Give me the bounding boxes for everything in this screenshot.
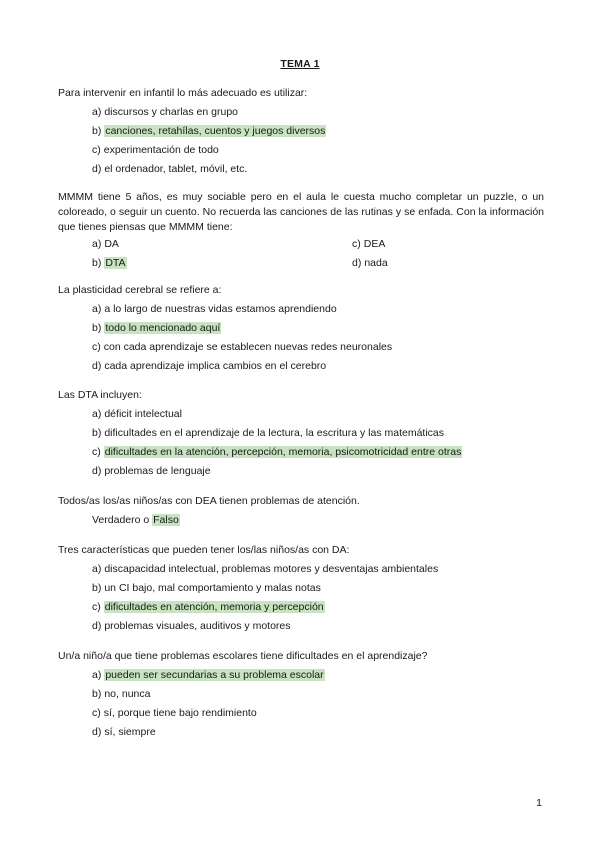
question-2 xyxy=(58,190,544,275)
option-d: d) el ordenador, tablet, móvil, etc. xyxy=(92,163,248,175)
options-list xyxy=(92,105,544,181)
option-b: b) DTA xyxy=(92,257,126,269)
options-list xyxy=(92,562,544,638)
correct-answer-highlight: pueden ser secundarias a su problema escolar xyxy=(105,669,324,681)
question-7 xyxy=(58,649,544,744)
question-stem: Todos/as los/as niños/as con DEA tienen problemas de atención. xyxy=(58,495,360,507)
option-a: a) DA xyxy=(92,238,119,250)
question-stem: Tres características que pueden tener los/las niños/as con DA: xyxy=(58,544,350,556)
option-b: b) un CI bajo, mal comportamiento y malas notas xyxy=(92,582,321,594)
option-d: d) problemas de lenguaje xyxy=(92,465,211,477)
true-false-answer xyxy=(92,513,544,532)
option-a: a) déficit intelectual xyxy=(92,408,182,420)
correct-answer-highlight: canciones, retahílas, cuentos y juegos diversos xyxy=(105,125,326,137)
question-stem: Las DTA incluyen: xyxy=(58,389,142,401)
question-stem: Para intervenir en infantil lo más adecuado es utilizar: xyxy=(58,87,308,99)
page-number: 1 xyxy=(536,797,542,809)
option-c: c) experimentación de todo xyxy=(92,144,219,156)
option-c: c) con cada aprendizaje se establecen nuevas redes neuronales xyxy=(92,341,393,353)
question-5 xyxy=(58,494,544,532)
page-title: TEMA 1 xyxy=(280,58,320,70)
correct-answer-highlight: dificultades en atención, memoria y percepción xyxy=(104,601,324,613)
option-b: b) todo lo mencionado aquí xyxy=(92,322,221,334)
question-stem: La plasticidad cerebral se refiere a: xyxy=(58,284,222,296)
correct-answer-highlight: Falso xyxy=(153,514,179,526)
options-grid xyxy=(92,237,544,275)
option-a: a) pueden ser secundarias a su problema escolar xyxy=(92,669,324,681)
option-d: d) problemas visuales, auditivos y motores xyxy=(92,620,291,632)
question-stem: MMMM tiene 5 años, es muy sociable pero en el aula le cuesta mucho completar un puzzle, o un coloreado, o seguir un cuento. No recuerda las canciones de las rutinas y se enfada. Con la información que tienes piensas que MMMM tiene: xyxy=(58,191,544,233)
option-c: c) DEA xyxy=(352,238,386,250)
option-d: d) cada aprendizaje implica cambios en el cerebro xyxy=(92,360,327,372)
option-b: b) dificultades en el aprendizaje de la lectura, la escritura y las matemáticas xyxy=(92,427,445,439)
question-stem: Un/a niño/a que tiene problemas escolares tiene dificultades en el aprendizaje? xyxy=(58,650,428,662)
option-a: a) a lo largo de nuestras vidas estamos aprendiendo xyxy=(92,303,337,315)
option-b: b) no, nunca xyxy=(92,688,151,700)
answer-prefix: Verdadero o xyxy=(92,514,150,526)
options-list xyxy=(92,668,544,744)
options-list xyxy=(92,302,544,378)
correct-answer-highlight: dificultades en la atención, percepción, memoria, psicomotricidad entre otras xyxy=(104,446,462,458)
question-4 xyxy=(58,388,544,483)
options-list xyxy=(92,407,544,483)
question-3 xyxy=(58,283,544,378)
correct-answer-highlight: todo lo mencionado aquí xyxy=(105,322,221,334)
correct-answer-highlight: DTA xyxy=(105,257,126,269)
option-c: c) sí, porque tiene bajo rendimiento xyxy=(92,707,257,719)
option-d: d) nada xyxy=(352,257,388,269)
option-d: d) sí, siempre xyxy=(92,726,156,738)
option-c: c) dificultades en la atención, percepción, memoria, psicomotricidad entre otras xyxy=(92,446,462,458)
option-a: a) discapacidad intelectual, problemas motores y desventajas ambientales xyxy=(92,563,439,575)
question-6 xyxy=(58,543,544,638)
option-b: b) canciones, retahílas, cuentos y juegos diversos xyxy=(92,125,326,137)
option-a: a) discursos y charlas en grupo xyxy=(92,106,238,118)
option-c: c) dificultades en atención, memoria y percepción xyxy=(92,601,324,613)
question-1 xyxy=(58,86,544,181)
